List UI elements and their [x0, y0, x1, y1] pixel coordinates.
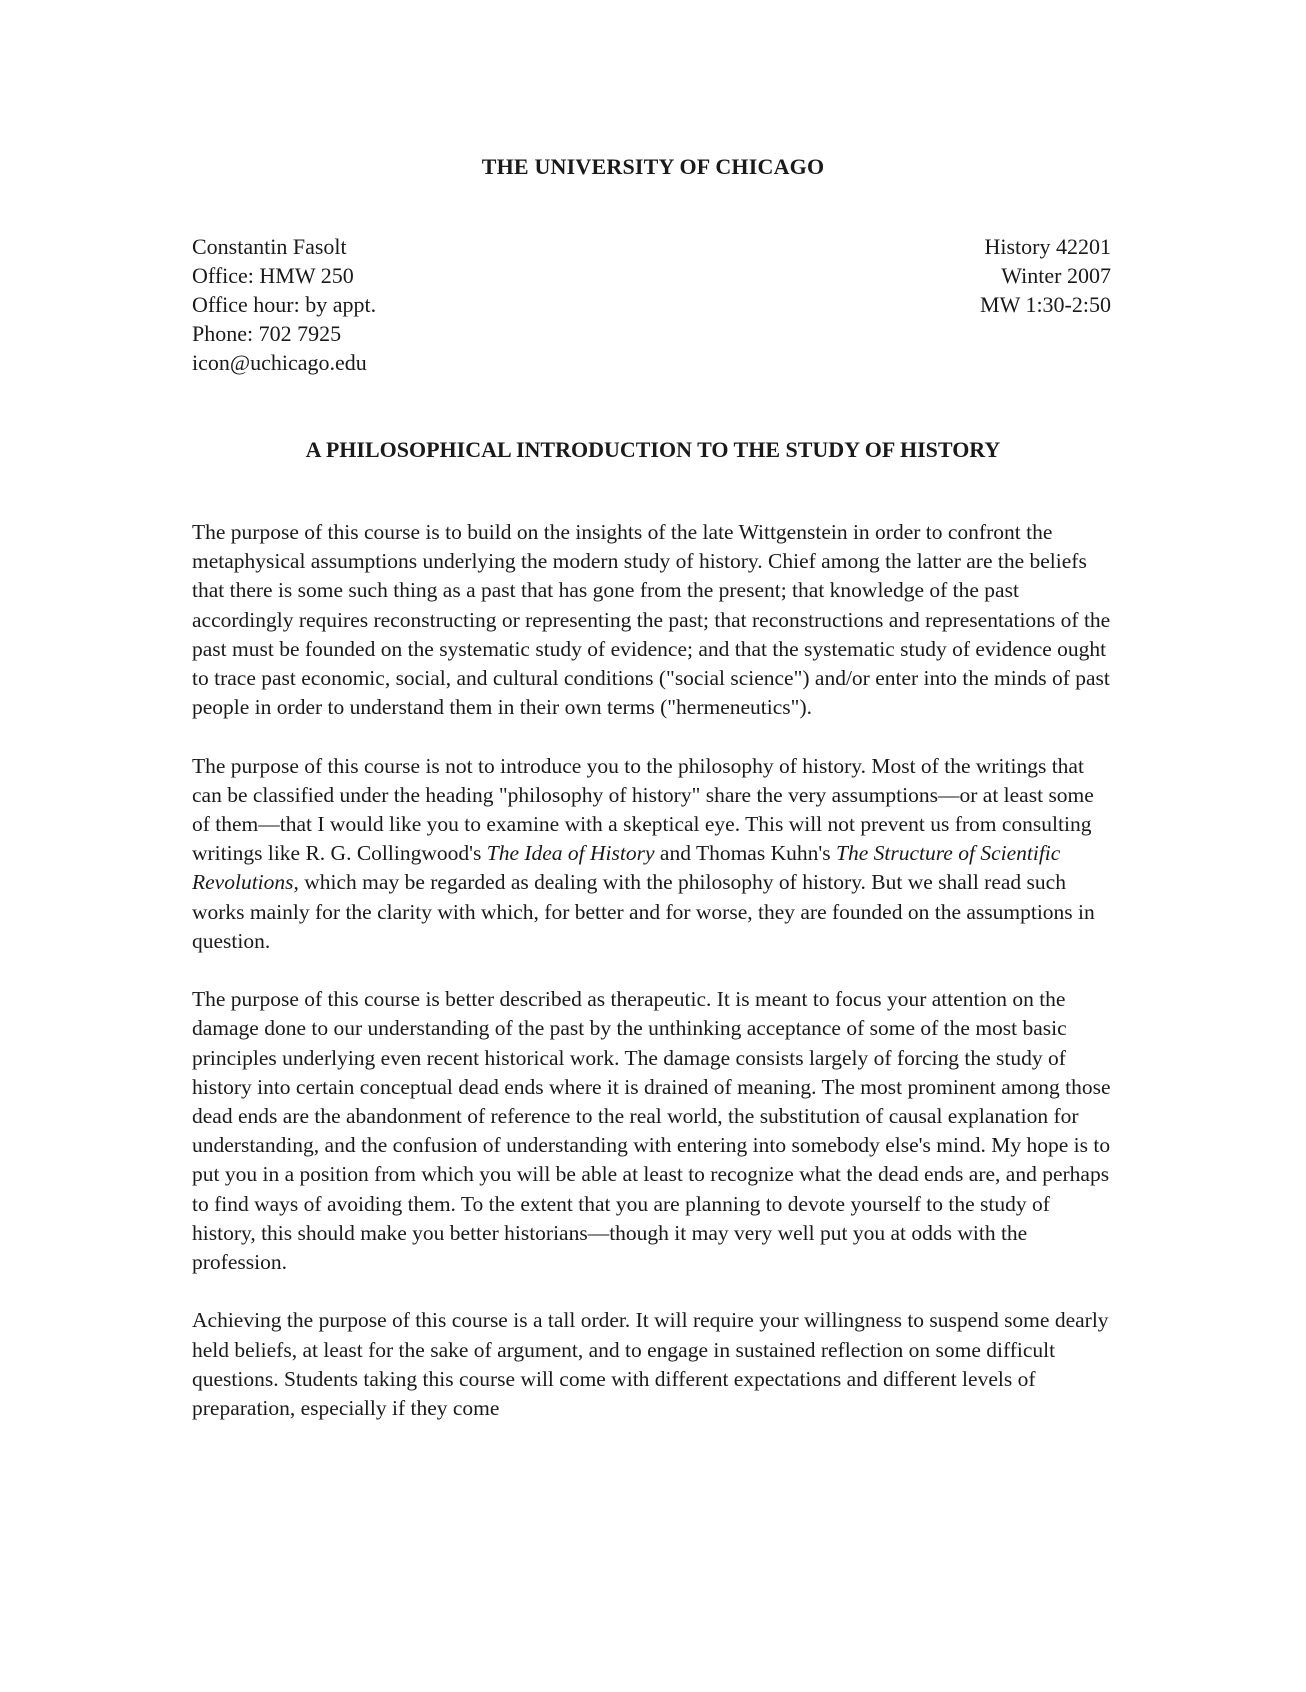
book-title-structure-of-scientific-revolutions: The Structure of Scientific Revolutions — [192, 841, 1061, 895]
instructor-phone: Phone: 702 7925 — [192, 321, 342, 346]
paragraph-not-philosophy — [192, 752, 1117, 956]
instructor-name: Constantin Fasolt — [192, 234, 347, 259]
paragraph-text: and Thomas Kuhn's — [654, 841, 836, 866]
instructor-info — [192, 232, 376, 377]
university-heading: THE UNIVERSITY OF CHICAGO — [481, 154, 825, 179]
book-title-idea-of-history: The Idea of History — [486, 841, 655, 866]
paragraph-text: , which may be regarded as dealing with the philosophy of history. But we shall read such works mainly for the clarity with which, for better and for worse, they are founded on the assumptions in question. — [192, 870, 1095, 953]
course-term: Winter 2007 — [1001, 263, 1111, 288]
course-time: MW 1:30-2:50 — [980, 292, 1111, 317]
course-description — [192, 518, 1117, 1452]
instructor-office: Office: HMW 250 — [192, 263, 354, 288]
course-info — [980, 232, 1111, 319]
instructor-email: icon@uchicago.edu — [192, 350, 367, 375]
course-number: History 42201 — [984, 234, 1111, 259]
paragraph-tall-order: Achieving the purpose of this course is a tall order. It will require your willingness to suspend some dearly held beliefs, at least for the sake of argument, and to engage in sustained reflection on some difficult questions. Students taking this course will come with different expectations and different levels of preparation, especially if they come — [192, 1308, 1109, 1421]
paragraph-purpose: The purpose of this course is to build on the insights of the late Wittgenstein in order to confront the metaphysical assumptions underlying the modern study of history. Chief among the latter are the beliefs that there is some such thing as a past that has gone from the present; that knowledge of the past accordingly requires reconstructing or representing the past; that reconstructions and representations of the past must be founded on the systematic study of evidence; and that the systematic study of evidence ought to trace past economic, social, and cultural conditions ("social science") and/or enter into the minds of past people in order to understand them in their own terms ("hermeneutics"). — [192, 520, 1111, 720]
paragraph-therapeutic: The purpose of this course is better described as therapeutic. It is meant to focus your attention on the damage done to our understanding of the past by the unthinking acceptance of some of the most basic principles underlying even recent historical work. The damage consists largely of forcing the study of history into certain conceptual dead ends where it is drained of meaning. The most prominent among those dead ends are the abandonment of reference to the real world, the substitution of causal explanation for understanding, and the confusion of understanding with entering into somebody else's mind. My hope is to put you in a position from which you will be able at least to recognize what the dead ends are, and perhaps to find ways of avoiding them. To the extent that you are planning to devote yourself to the study of history, this should make you better historians—though it may very well put you at odds with the profession. — [192, 987, 1111, 1275]
paragraph-text: The purpose of this course is not to introduce you to the philosophy of history. Most of the writings that can be classified under the heading "philosophy of history" share the very assumptions—or at least some of them—that I would like you to examine with a skeptical eye. This will not prevent us from consulting writings like R. G. Collingwood's — [192, 753, 1094, 866]
instructor-office-hour: Office hour: by appt. — [192, 292, 377, 317]
course-title: A PHILOSOPHICAL INTRODUCTION TO THE STUDY OF HISTORY — [305, 437, 1001, 462]
